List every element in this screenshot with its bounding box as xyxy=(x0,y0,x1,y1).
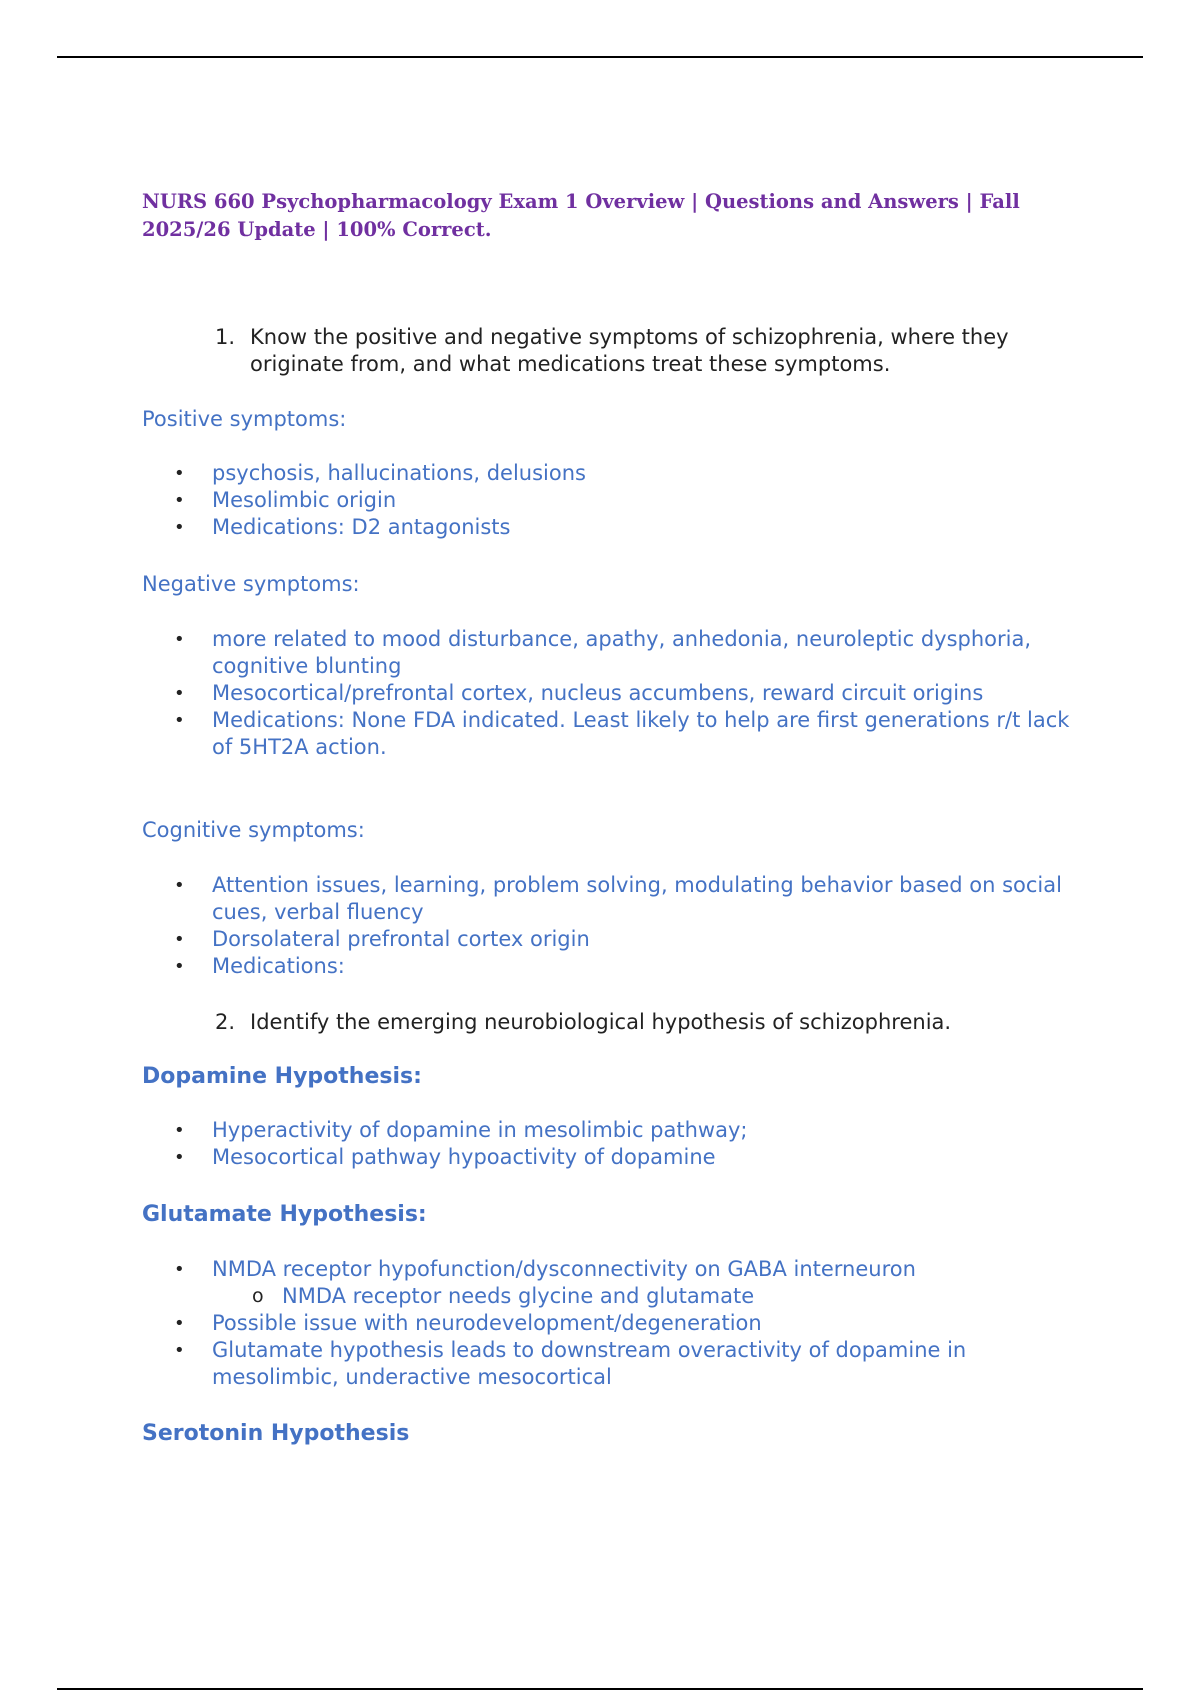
positive-symptoms-heading: Positive symptoms: xyxy=(142,407,347,431)
list-item: • Dorsolateral prefrontal cortex origin xyxy=(174,927,590,951)
list-item: • psychosis, hallucinations, delusions xyxy=(174,461,586,485)
list-item: • Possible issue with neurodevelopment/degeneration xyxy=(174,1311,762,1335)
bullet-icon: • xyxy=(174,490,185,511)
list-item: • Medications: D2 antagonists xyxy=(174,515,511,539)
cognitive-symptoms-list xyxy=(170,872,1070,980)
negative-symptoms-heading: Negative symptoms: xyxy=(142,572,360,596)
circle-bullet-icon: o xyxy=(252,1285,264,1307)
list-item: • Medications: xyxy=(174,954,345,978)
bullet-icon: • xyxy=(174,929,185,950)
glutamate-hypothesis-heading: Glutamate Hypothesis: xyxy=(142,1202,427,1227)
list-item: • Medications: None FDA indicated. Least likely to help are first generations r/t lack of 5HT2A action. xyxy=(174,708,1070,759)
bullet-icon: • xyxy=(174,1340,185,1361)
question-number: 2. xyxy=(215,1010,236,1034)
negative-symptoms-list xyxy=(170,626,1070,761)
list-item: • Attention issues, learning, problem solving, modulating behavior based on social cues, verbal fluency xyxy=(174,873,1062,924)
question-number: 1. xyxy=(215,325,236,349)
bullet-icon: • xyxy=(174,463,185,484)
bullet-icon: • xyxy=(174,1120,185,1141)
bullet-icon: • xyxy=(174,956,185,977)
list-item: • Glutamate hypothesis leads to downstream overactivity of dopamine in mesolimbic, underactive mesocortical xyxy=(174,1338,967,1389)
bullet-icon: • xyxy=(174,1147,185,1168)
bullet-icon: • xyxy=(174,710,185,731)
bullet-icon: • xyxy=(174,629,185,650)
cognitive-symptoms-heading: Cognitive symptoms: xyxy=(142,818,365,842)
list-item: • Mesolimbic origin xyxy=(174,488,397,512)
question-1 xyxy=(215,324,1075,378)
bullet-icon: • xyxy=(174,1313,185,1334)
list-item: • NMDA receptor hypofunction/dysconnectivity on GABA interneuron o NMDA receptor needs glycine and glutamate xyxy=(170,1256,1070,1310)
list-item: • Mesocortical pathway hypoactivity of dopamine xyxy=(174,1145,716,1169)
bullet-icon: • xyxy=(174,1259,185,1280)
positive-symptoms-list xyxy=(170,460,1070,541)
list-item: • Hyperactivity of dopamine in mesolimbic pathway; xyxy=(174,1118,748,1142)
document-title: NURS 660 Psychopharmacology Exam 1 Overview | Questions and Answers | Fall 2025/26 Update | 100% Correct. xyxy=(142,190,1020,241)
question-2 xyxy=(215,1009,1075,1036)
glutamate-hypothesis-list xyxy=(170,1256,1070,1391)
bottom-rule xyxy=(57,1688,1143,1690)
question-text: Know the positive and negative symptoms of schizophrenia, where they originate from, and what medications treat these symptoms. xyxy=(250,325,1009,376)
bullet-icon: • xyxy=(174,517,185,538)
dopamine-hypothesis-heading: Dopamine Hypothesis: xyxy=(142,1064,422,1089)
dopamine-hypothesis-list xyxy=(170,1117,1070,1171)
question-text: Identify the emerging neurobiological hypothesis of schizophrenia. xyxy=(250,1010,952,1034)
list-item: • Mesocortical/prefrontal cortex, nucleus accumbens, reward circuit origins xyxy=(174,681,984,705)
bullet-icon: • xyxy=(174,875,185,896)
bullet-icon: • xyxy=(174,683,185,704)
list-item: • more related to mood disturbance, apathy, anhedonia, neuroleptic dysphoria, cognitive blunting xyxy=(174,627,1032,678)
serotonin-hypothesis-heading: Serotonin Hypothesis xyxy=(142,1421,410,1446)
sub-list-item: o NMDA receptor needs glycine and glutamate xyxy=(252,1284,755,1308)
